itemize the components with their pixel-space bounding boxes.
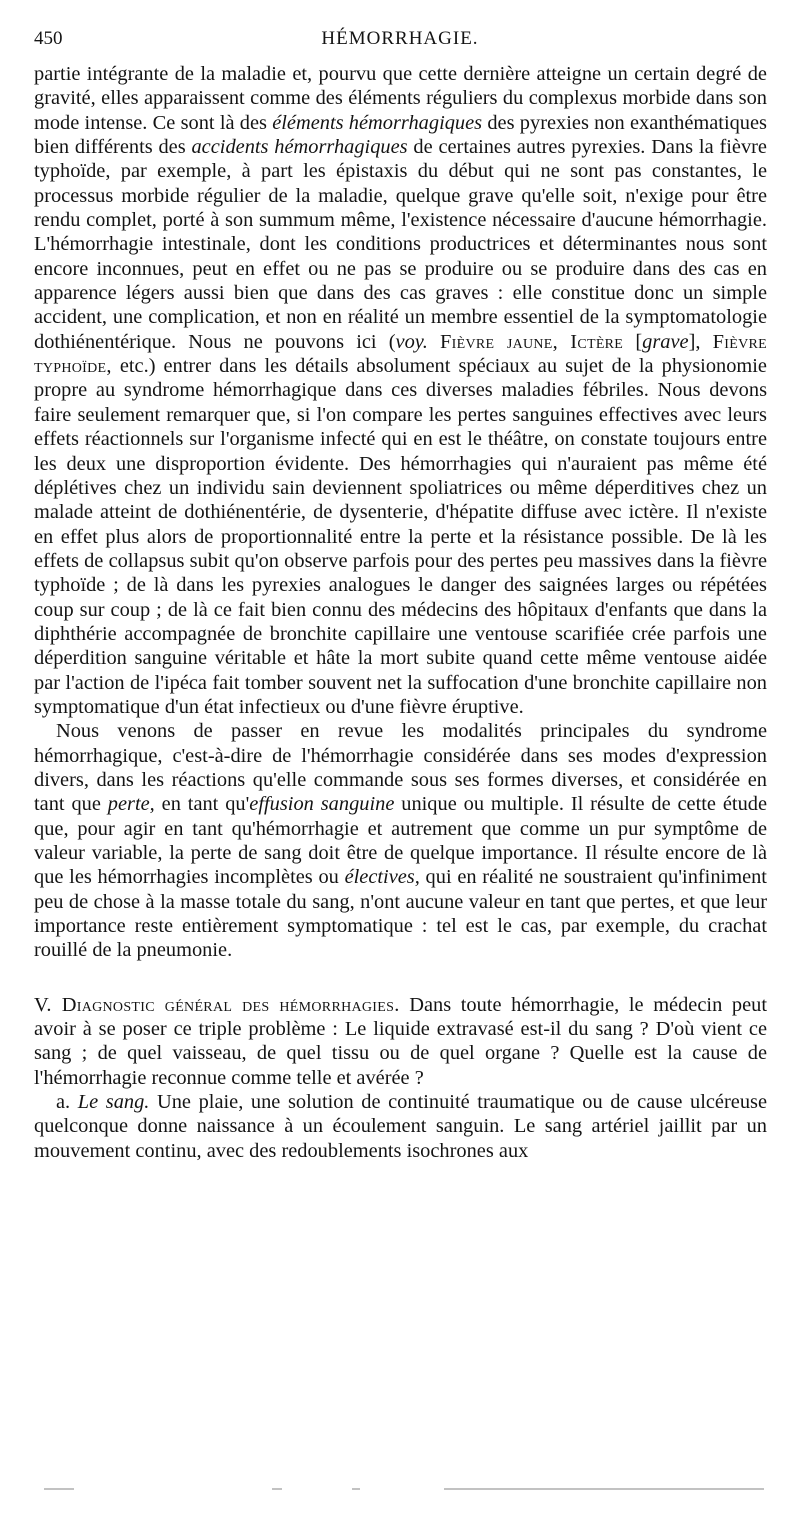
page-number: 450 bbox=[34, 28, 63, 49]
page-body bbox=[34, 62, 767, 1163]
text-run: Nous venons de passer en revue les modalités principales du syndrome hémorrhagique, c'est-à-dire de l'hémorrhagie considérée dans ses modes d'expression divers, dans les réactions qu'elle commande sous ses formes diverses, et considérée en tant que bbox=[34, 720, 767, 816]
italic-term: grave bbox=[642, 330, 689, 353]
text-run: de certaines autres pyrexies. Dans la fièvre typhoïde, par exemple, à part les épistaxis du début qui ne sont pas constantes, le processus morbide régulier de la maladie, quelque grave qu'elle soit, n'exige pour être rendu complet, porté à son summum même, l'existence nécessaire d'aucune hémorrhagie. L'hémorrhagie intestinale, dont les conditions productrices et déterminantes nous sont encore inconnues, peut en effet ou ne pas se produire ou se produire dans des cas en apparence légers aussi bien que dans des cas graves : elle constitue donc un simple accident, une complication, et non en réalité un membre essentiel de la symptomatologie dothiénentérique. Nous ne pouvons ici ( bbox=[34, 136, 767, 353]
italic-term: perte, bbox=[107, 793, 155, 816]
text-run: partie intégrante de la maladie et, pourvu que cette dernière atteigne un certain degré de gravité, elles apparaissent comme des éléments réguliers du complexus morbide dans son mode intense. Ce sont là des bbox=[34, 63, 767, 134]
italic-term: électives, bbox=[344, 866, 420, 889]
page-header bbox=[34, 28, 766, 58]
subsection-a-paragraph bbox=[34, 1090, 767, 1163]
section-v-paragraph bbox=[34, 993, 767, 1090]
italic-term: accidents hémorrhagiques bbox=[191, 136, 408, 159]
text-run: etc.) entrer dans les détails absolument spéciaux au sujet de la physionomie propre au syndrome hémorrhagique dans ces diverses maladies fébriles. Nous devons faire seulement remarquer que, si l'on compare les pertes sanguines effectives avec leurs effets réactionnels sur l'organisme infecté qui en est le théâtre, on constate toujours entre les deux une disproportion évidente. Des hémorrhagies qui n'auraient pas même été déplétives chez un individu sain deviennent spoliatrices ou même déperditives chez un malade atteint de dothiénentérie, de dysenterie, d'hépatite diffuse avec ictère. Il n'existe en effet plus alors de proportionnalité entre la perte et la résistance possible. De là les effets de collapsus subit qu'on observe parfois pour des pertes peu massives dans la fièvre typhoïde ; de là dans les pyrexies analogues le danger des saignées larges ou répétées coup sur coup ; de là ce fait bien connu des médecins des hôpitaux d'enfants que dans la diphthérie accompagnée de bronchite capillaire une ventouse scarifiée crée parfois une déperdition sanguine véritable et hâte la mort subite quand cette même ventouse aidée par l'action de l'ipéca fait tomber souvent net la suffocation d'une bronchite capillaire non symptomatique d'un état infectieux ou d'une fièvre éruptive. bbox=[34, 355, 767, 718]
bleed-mark bbox=[272, 1488, 282, 1490]
subsection-label: a. bbox=[56, 1091, 78, 1114]
italic-term: voy. bbox=[395, 330, 428, 353]
text-run: unique ou multiple. Il résulte de cette étude que, pour agir en tant qu'hémorrhagie et autrement que comme un pur symptôme de valeur variable, la perte de sang doit être de quelque importance. Il résulte encore de là que les hémorrhagies incomplètes ou bbox=[34, 793, 768, 889]
running-title: HÉMORRHAGIE. bbox=[321, 28, 479, 49]
text-run: des pyrexies non exanthématiques bien différents des bbox=[34, 111, 767, 159]
italic-term: effusion sanguine bbox=[249, 793, 395, 816]
section-heading: V. Diagnostic général des hémorrhagies. bbox=[34, 993, 400, 1016]
cross-reference: Fièvre jaune, bbox=[440, 330, 559, 353]
paragraph-2 bbox=[34, 719, 767, 962]
bleed-through-marks bbox=[34, 1488, 766, 1502]
bleed-mark bbox=[444, 1488, 764, 1490]
subsection-title: Le sang. bbox=[77, 1091, 150, 1114]
bleed-mark bbox=[44, 1488, 74, 1490]
italic-term: éléments hémorrhagiques bbox=[272, 111, 483, 134]
text-run: en tant qu' bbox=[154, 793, 250, 816]
cross-reference: Ictère bbox=[570, 330, 624, 353]
text-run: Une plaie, une solution de continuité traumatique ou de cause ulcéreuse quelconque donne naissance à un écoulement sanguin. Le sang artériel jaillit par un mouvement continu, avec des redoublements isochrones aux bbox=[34, 1091, 768, 1162]
text-run: qui en réalité ne soustraient qu'infiniment peu de chose à la masse totale du sang, n'ont aucune valeur en tant que pertes, et que leur importance reste entièrement symptomatique : tel est le cas, par exemple, du crachat rouillé de la pneumonie. bbox=[34, 866, 767, 962]
bleed-mark bbox=[352, 1488, 360, 1490]
cross-reference: Fièvre typhoïde, bbox=[34, 330, 767, 378]
paragraph-1: partie intégrante de la maladie et, pourvu que cette dernière atteigne un certain degré de gravité, elles apparaissent comme des éléments réguliers du complexus morbide dans son mode intense. Ce sont là des éléments hémorrhagiques des pyrexies non exanthématiques bien différents des accidents hémorrhagiques de certaines autres pyrexies. Dans la fièvre typhoïde, par exemple, à part les épistaxis du début qui ne sont pas constantes, le processus morbide régulier de la maladie, quelque grave qu'elle soit, n'exige pour être rendu complet, porté à son summum même, l'existence nécessaire d'aucune hémorrhagie. L'hémorrhagie intestinale, dont les conditions productrices et déterminantes nous sont encore inconnues, peut en effet ou ne pas se produire ou se produire dans des cas en apparence légers aussi bien que dans des cas graves : elle constitue donc un simple accident, une complication, et non en réalité un membre essentiel de la symptomatologie dothiénentérique. Nous ne pouvons ici (voy. Fièvre jaune, Ictère [grave], Fièvre typhoïde, etc.) entrer dans les détails absolument spéciaux au sujet de la physionomie propre au syndrome hémorrhagique dans ces diverses maladies fébriles. Nous devons faire seulement remarquer que, si l'on compare les pertes sanguines effectives avec leurs effets réactionnels sur l'organisme infecté qui en est le théâtre, on constate toujours entre les deux une disproportion évidente. Des hémorrhagies qui n'auraient pas même été déplétives chez un individu sain deviennent spoliatrices ou même déperditives chez un malade atteint de dothiénentérie, de dysenterie, d'hépatite diffuse avec ictère. Il n'existe en effet plus alors de proportionnalité entre la perte et la résistance possible. De là les effets de collapsus subit qu'on observe parfois pour des pertes peu massives dans la fièvre typhoïde ; de là dans les pyrexies analogues le danger des saignées larges ou répétées coup sur coup ; de là ce fait bien connu des médecins des hôpitaux d'enfants que dans la diphthérie accompagnée de bronchite capillaire une ventouse scarifiée crée parfois une déperdition sanguine véritable et hâte la mort subite quand cette même ventouse aidée par l'action de l'ipéca fait tomber souvent net la suffocation d'une bronchite capillaire non symptomatique d'un état infectieux ou d'une fièvre éruptive. bbox=[34, 63, 767, 718]
text-run: Dans toute hémorrhagie, le médecin peut avoir à se poser ce triple problème : Le liquide extravasé est-il du sang ? D'où vient ce sang ; de quel vaisseau, de quel tissu ou de quel organe ? Quelle est la cause de l'hémorrhagie reconnue comme telle et avérée ? bbox=[34, 993, 767, 1089]
